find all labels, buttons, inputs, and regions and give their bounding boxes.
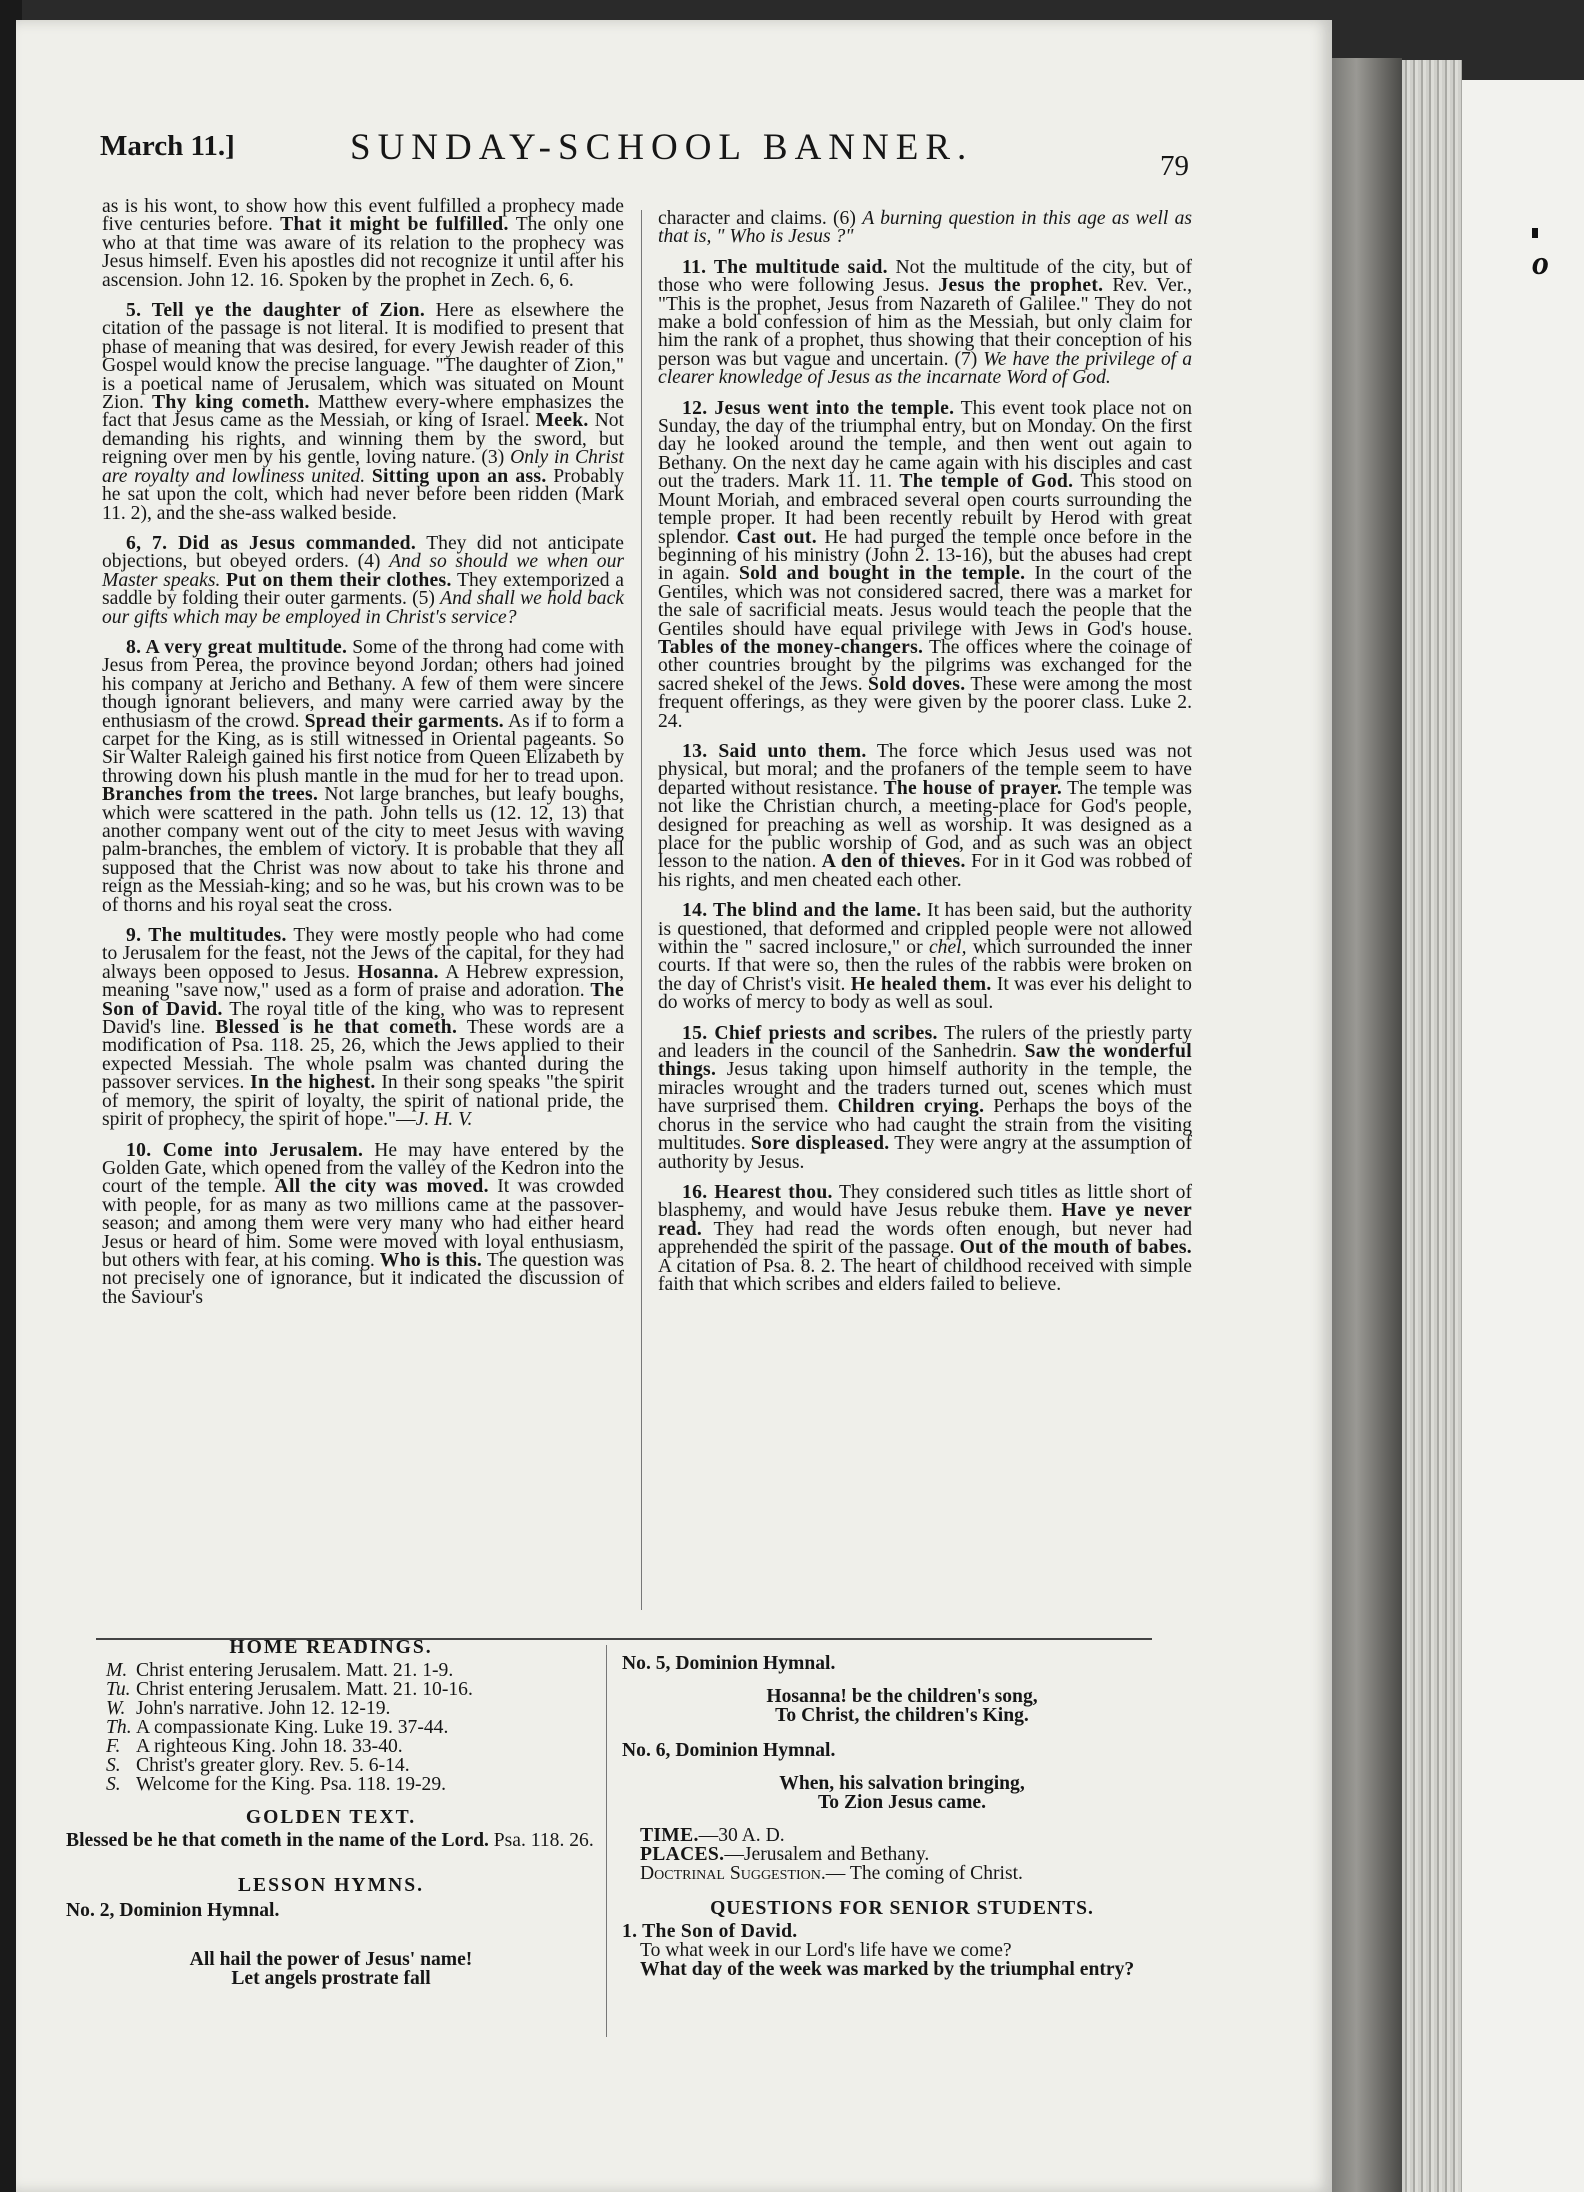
facing-page-strip — [1462, 80, 1584, 2192]
note-verse-6-7: 6, 7. Did as Jesus commanded. They did not anticipate objections, but obeyed orders. (4) And so should we when our Master speaks. Put on them their clothes. They extemporized a saddle by folding their outer garments. (5) And shall we hold back our gifts which may be employed in Christ's service? — [102, 532, 625, 628]
note-verse-10: 10. Come into Jerusalem. He may have entered by the Golden Gate, which opened from the valley of the Kedron into the court of the temple. All the city was moved. It was crowded with people, for as many as two millions came at the passover-season; and among them were very many who had either heard Jesus or heard of him. Some were moved with loyal enthusiasm, but others with fear, at his coming. Who is this. The question was not precisely one of ignorance, but it indicated the discussion of the Saviour's — [102, 1139, 625, 1308]
book-gutter — [1332, 58, 1402, 2192]
header-title: SUNDAY-SCHOOL BANNER. — [350, 127, 974, 168]
edge-tick — [1532, 228, 1538, 238]
golden-text: Blessed be he that cometh in the name of the Lord. Psa. 118. 26. — [66, 1830, 594, 1851]
left-column — [102, 198, 624, 1319]
hymn-5-label: No. 5, Dominion Hymnal. — [622, 1653, 836, 1674]
note-verse-13: 13. Said unto them. The force which Jesus used was not physical, but moral; and the profaners of the temple seem to have departed without resistance. The house of prayer. The temple was not like the Christian church, a meeting-place for God's people, designed for preaching as well as worship. It was designed as a place for the public worship of God, and as such was an object lesson to the nation. A den of thieves. For in it God was robbed of his rights, and men cheated each other. — [658, 740, 1192, 891]
reading-item: M. Christ entering Jerusalem. Matt. 21. 1-9. — [106, 1660, 454, 1681]
note-verse-16: 16. Hearest thou. They considered such titles as little short of blasphemy, and would have Jesus rebuke them. Have ye never read. They had read the words often enough, but never had apprehended the spirit of the passage. Out of the mouth of babes. A citation of Psa. 8. 2. The heart of childhood received with simple faith that which scribes and elders failed to believe. — [658, 1181, 1193, 1295]
home-readings-list — [66, 1661, 596, 1794]
edge-letter: o — [1532, 245, 1549, 282]
question-2: What day of the week was marked by the triumphal entry? — [640, 1959, 1135, 1980]
reading-item: Tu. Christ entering Jerusalem. Matt. 21. 10-16. — [106, 1679, 473, 1700]
questions-title: QUESTIONS FOR SENIOR STUDENTS. — [710, 1898, 1094, 1919]
hymn-2-label: No. 2, Dominion Hymnal. — [66, 1900, 280, 1921]
note-verse-15: 15. Chief priests and scribes. The rulers of the priestly party and leaders in the council of the Sanhedrin. Saw the wonderful things. Jesus taking upon himself authority in the temple, the miracles wrought and the traders turned out, scenes which must have surprised them. Children crying. Perhaps the boys of the chorus in the service who had caught the strain from the visiting multitudes. Sore displeased. They were angry at the assumption of authority by Jesus. — [658, 1022, 1193, 1173]
doctrinal-line: Doctrinal Suggestion.— The coming of Christ. — [640, 1863, 1023, 1884]
golden-text-title: GOLDEN TEXT. — [245, 1807, 417, 1828]
page-edges — [1402, 60, 1462, 2192]
hymn-5-lines: Hosanna! be the children's song, To Christ, the children's King. — [766, 1686, 1038, 1726]
lower-left-block — [66, 1636, 596, 2002]
lesson-meta — [622, 1826, 1182, 1883]
note-verse-12: 12. Jesus went into the temple. This event took place not on Sunday, the day of the triumphal entry, but on Monday. On the first day he looked around the temple, and then went out again to Bethany. On the next day he came again with his disciples and cast out the traders. Mark 11. 11. The temple of God. This stood on Mount Moriah, and embraced several open courts surrounding the temple proper. It had been recently rebuilt by Herod with great splendor. Cast out. He had purged the temple once before in the beginning of his ministry (John 2. 13-16), but the abuses had crept in again. Sold and bought in the temple. In the court of the Gentiles, which was not considered sacred, there was a market for the sale of sacrificial meats. Jesus would teach the people that the Gentiles should have equal privilege with Jews in God's house. Tables of the money-changers. The offices where the coinage of other countries brought by the pilgrims was exchanged for the sacred shekel of the Jews. Sold doves. These were among the most frequent offerings, as they were given by the poorer class. Luke 2. 24. — [658, 397, 1192, 732]
note-verse-5: 5. Tell ye the daughter of Zion. Here as elsewhere the citation of the passage is not literal. It is modified to present that phase of meaning that was desired, for every Jewish reader of this Gospel would know the precise language. "The daughter of Zion," is a poetical name of Jerusalem, which was situated on Mount Zion. Thy king cometh. Matthew every-where emphasizes the fact that Jesus came as the Messiah, or king of Israel. Meek. Not demanding his rights, and winning them by the sword, but reigning over men by his gentle, loving nature. (3) Only in Christ are royalty and lowliness united. Sitting upon an ass. Probably he sat upon the colt, which had never before been ridden (Mark 11. 2), and the she-ass walked beside. — [102, 300, 625, 524]
column-rule — [641, 210, 642, 1610]
questions-subhead: 1. The Son of David. — [622, 1921, 798, 1942]
hymn-6-lines: When, his salvation bringing, To Zion Jesus came. — [779, 1773, 1025, 1813]
note-verse-9: 9. The multitudes. They were mostly people who had come to Jerusalem for the feast, not the Jews of the capital, for they had always been opposed to Jesus. Hosanna. A Hebrew expression, meaning "save now," used as a form of praise and adoration. The Son of David. The royal title of the king, who was to represent David's line. Blessed is he that cometh. These words are a modification of Psa. 118. 25, 26, which the Jews applied to their expected Messiah. The whole psalm was chanted during the passover services. In the highest. In their song speaks "the spirit of memory, the spirit of loyalty, the spirit of national pride, the spirit of prophecy, the spirit of hope."—J. H. V. — [102, 925, 625, 1131]
question-1: To what week in our Lord's life have we come? — [640, 1940, 1012, 1961]
note-verse-14: 14. The blind and the lame. It has been said, but the authority is questioned, that deformed and crippled people were not allowed within the " sacred inclosure," or chel, which surrounded the inner courts. If that were so, then the rules of the rabbis were broken on the day of Christ's visit. He healed them. It was ever his delight to do works of mercy to body as well as soul. — [658, 900, 1192, 1014]
lesson-hymns-title: LESSON HYMNS. — [237, 1875, 425, 1896]
hymn-6-label: No. 6, Dominion Hymnal. — [622, 1740, 836, 1761]
right-column — [658, 210, 1192, 1306]
reading-item: S. Christ's greater glory. Rev. 5. 6-14. — [106, 1755, 410, 1776]
lower-column-rule — [606, 1645, 607, 2037]
time-line: TIME.—30 A. D. — [640, 1825, 785, 1846]
reading-item: W. John's narrative. John 12. 12-19. — [106, 1698, 391, 1719]
reading-item: Th. A compassionate King. Luke 19. 37-44. — [106, 1717, 449, 1738]
reading-item: S. Welcome for the King. Psa. 118. 19-29. — [106, 1774, 447, 1795]
places-line: PLACES.—Jerusalem and Bethany. — [640, 1844, 930, 1865]
paragraph-continued: as is his wont, to show how this event fulfilled a prophecy made five centuries before. That it might be fulfilled. The only one who at that time was aware of its relation to the prophecy was Jesus himself. Even his apostles did not recognize it until after his ascension. John 12. 16. Spoken by the prophet in Zech. 6, 6. — [102, 196, 624, 291]
running-header — [100, 127, 1200, 190]
hymn-2-lines: All hail the power of Jesus' name! Let angels prostrate fall — [189, 1949, 473, 1989]
home-readings-title: HOME READINGS. — [229, 1637, 433, 1658]
reading-item: F. A righteous King. John 18. 33-40. — [106, 1736, 403, 1757]
header-date: March 11.] — [100, 130, 235, 162]
note-verse-8: 8. A very great multitude. Some of the throng had come with Jesus from Perea, the province beyond Jordan; others had joined his company at Jericho and Bethany. A few of them were sincere though ignorant believers, and many were carried away by the enthusiasm of the crowd. Spread their garments. As if to form a carpet for the King, as is still witnessed in Oriental pageants. So Sir Walter Raleigh gained his first notice from Queen Elizabeth by throwing down his plush mantle in the mud for her to tread upon. Branches from the trees. Not large branches, but leafy boughs, which were scattered in the path. John tells us (12. 12, 13) that another company went out of the city to meet Jesus with waving palm-branches, the emblem of victory. It is probable that they all supposed that the Christ was now about to take his throne and reign as the Messiah-king; and so he was, but his crown was to be of thorns and his royal seat the cross. — [102, 636, 624, 916]
note-verse-11: 11. The multitude said. Not the multitude of the city, but of those who were following Jesus. Jesus the prophet. Rev. Ver., "This is the prophet, Jesus from Nazareth of Galilee." They do not make a bold confession of him as the Messiah, but only claim for him the rank of a prophet, thus showing that their conception of his person was but vague and uncertain. (7) We have the privilege of a clearer knowledge of Jesus as the incarnate Word of God. — [658, 256, 1193, 389]
page-number: 79 — [1160, 150, 1189, 182]
paragraph-continued: character and claims. (6) A burning question in this age as well as that is, " Who is Jesus ?" — [658, 208, 1193, 248]
lower-right-block — [622, 1648, 1182, 1979]
